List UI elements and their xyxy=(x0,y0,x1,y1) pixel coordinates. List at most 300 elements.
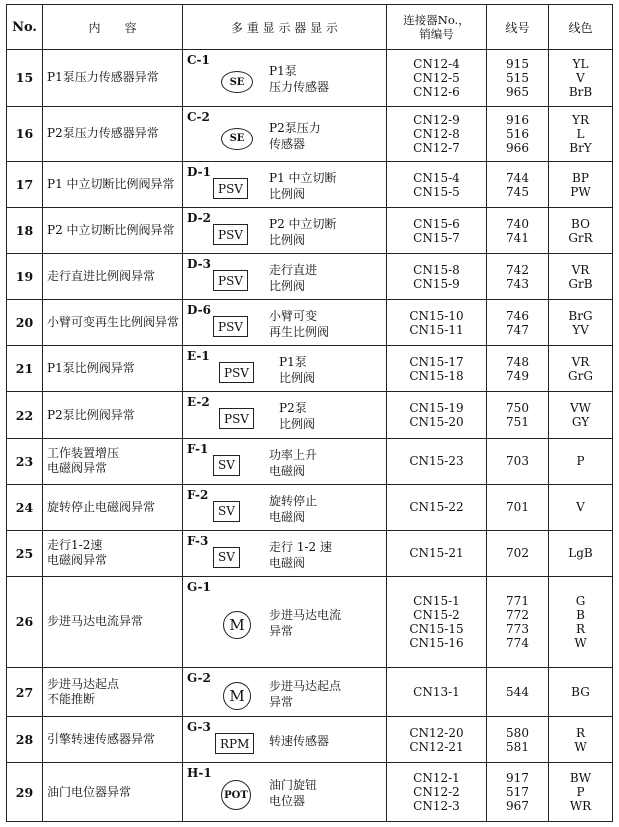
symbol-box-icon: PSV xyxy=(213,270,248,291)
header-row xyxy=(7,5,613,50)
sensor-se-icon: SE xyxy=(221,128,253,150)
display-code: F-3 xyxy=(187,533,209,548)
display-description xyxy=(269,120,321,152)
row-number: 17 xyxy=(7,162,43,208)
wire-number: 965 xyxy=(506,84,529,99)
color-cell xyxy=(549,254,613,300)
symbol-box-icon: SV xyxy=(213,501,240,522)
wire-number: 966 xyxy=(506,140,529,155)
table-row xyxy=(7,300,613,346)
connector-cell xyxy=(387,208,487,254)
content-line: 旋转停止电磁阀异常 xyxy=(47,499,156,514)
wire-number: 967 xyxy=(506,799,529,814)
wire-color: VR xyxy=(571,354,590,369)
symbol-box-icon: PSV xyxy=(219,408,254,429)
wire-cell xyxy=(487,438,549,484)
wire-cell xyxy=(487,667,549,716)
wire-color: VR xyxy=(571,262,590,277)
connector-pin: CN15-8 xyxy=(413,262,460,277)
wire-color: B xyxy=(576,607,585,622)
wire-cell xyxy=(487,300,549,346)
connector-pin: CN15-9 xyxy=(413,276,460,291)
wire-cell xyxy=(487,254,549,300)
color-cell xyxy=(549,763,613,822)
display-cell xyxy=(183,763,387,822)
description-line: 电位器 xyxy=(269,794,306,809)
description-line: P2泵 xyxy=(279,401,307,416)
table-row xyxy=(7,484,613,530)
header-color: 线色 xyxy=(549,5,613,50)
color-cell xyxy=(549,346,613,392)
connector-pin: CN15-23 xyxy=(409,454,464,469)
row-number: 20 xyxy=(7,300,43,346)
connector-pin: CN13-1 xyxy=(413,685,460,700)
table-row xyxy=(7,162,613,208)
wire-number: 748 xyxy=(506,354,529,369)
connector-pin: CN15-16 xyxy=(409,635,464,650)
connector-pin: CN12-4 xyxy=(413,56,460,71)
row-content xyxy=(43,484,183,530)
wire-color: BG xyxy=(571,685,590,700)
description-line: 比例阀 xyxy=(269,187,306,202)
table-row xyxy=(7,438,613,484)
content-line: 电磁阀异常 xyxy=(47,553,108,568)
wire-number: 750 xyxy=(506,401,529,415)
wire-color: BrY xyxy=(569,140,592,155)
row-content xyxy=(43,438,183,484)
description-line: 小臂可变 xyxy=(269,309,318,324)
connector-pin: CN12-9 xyxy=(413,112,460,127)
description-line: 比例阀 xyxy=(269,233,306,248)
display-cell xyxy=(183,162,387,208)
wire-number: 773 xyxy=(506,621,529,636)
display-cell xyxy=(183,106,387,162)
display-cell xyxy=(183,667,387,716)
wire-cell xyxy=(487,717,549,763)
wire-color: BO xyxy=(571,216,590,231)
wire-cell xyxy=(487,208,549,254)
content-line: 步进马达起点 xyxy=(47,677,120,692)
display-description xyxy=(269,308,329,340)
description-line: 电磁阀 xyxy=(269,509,306,524)
connector-pin: CN15-1 xyxy=(413,593,460,608)
wire-cell xyxy=(487,530,549,576)
description-line: 转速传感器 xyxy=(269,734,330,749)
wire-number: 742 xyxy=(506,262,529,277)
header-connector-line: 销编号 xyxy=(419,27,454,41)
description-line: 油门旋钮 xyxy=(269,778,318,793)
wire-number: 751 xyxy=(506,415,529,429)
connector-pin: CN15-10 xyxy=(409,308,464,323)
content-line: P1泵比例阀异常 xyxy=(47,361,135,376)
description-line: P2 中立切断 xyxy=(269,217,337,232)
color-cell xyxy=(549,530,613,576)
content-line: 步进马达电流异常 xyxy=(47,614,144,629)
display-code: H-1 xyxy=(187,766,212,781)
content-line: 小臂可变再生比例阀异常 xyxy=(47,315,180,330)
description-line: P1泵 xyxy=(279,355,307,370)
row-content xyxy=(43,208,183,254)
display-description xyxy=(269,777,317,809)
wire-number: 771 xyxy=(506,593,529,608)
wire-color: W xyxy=(574,739,587,754)
wire-number: 747 xyxy=(506,322,529,337)
display-code: E-2 xyxy=(187,395,210,410)
wire-color: GrG xyxy=(568,368,593,383)
connector-cell xyxy=(387,162,487,208)
row-number: 21 xyxy=(7,346,43,392)
wire-color: P xyxy=(576,454,585,469)
description-line: 传感器 xyxy=(269,136,306,151)
wire-number: 703 xyxy=(506,454,529,469)
display-code: D-6 xyxy=(187,303,211,318)
wire-cell xyxy=(487,50,549,107)
row-number: 26 xyxy=(7,576,43,667)
connector-cell xyxy=(387,763,487,822)
wire-color: YR xyxy=(572,112,589,127)
display-cell xyxy=(183,208,387,254)
wire-number: 701 xyxy=(506,500,529,515)
description-line: 步进马达起点 xyxy=(269,678,342,693)
row-content xyxy=(43,530,183,576)
color-cell xyxy=(549,392,613,438)
connector-pin: CN15-2 xyxy=(413,607,460,622)
content-line: 不能推断 xyxy=(47,692,96,707)
content-line: 油门电位器异常 xyxy=(47,784,132,799)
wire-number: 517 xyxy=(506,785,529,800)
description-line: P2泵压力 xyxy=(269,120,321,135)
wire-color: R xyxy=(575,621,586,636)
display-description xyxy=(279,354,315,386)
wire-color: P xyxy=(576,785,585,800)
display-code: D-2 xyxy=(187,211,211,226)
wire-number: 544 xyxy=(506,685,529,700)
row-number: 23 xyxy=(7,438,43,484)
potentiometer-icon: POT xyxy=(221,780,251,810)
display-description xyxy=(269,493,317,525)
connector-cell xyxy=(387,438,487,484)
wire-color: G xyxy=(575,593,586,608)
wire-number: 515 xyxy=(506,70,529,85)
header-content: 内 容 xyxy=(43,5,183,50)
description-line: 步进马达电流 xyxy=(269,607,342,622)
motor-m-icon: M xyxy=(223,682,251,710)
display-code: G-2 xyxy=(187,670,211,685)
symbol-box-icon: PSV xyxy=(213,316,248,337)
description-line: 比例阀 xyxy=(279,371,316,386)
wire-color: PW xyxy=(570,184,591,199)
wire-color: WR xyxy=(569,799,592,814)
wire-cell xyxy=(487,576,549,667)
wire-cell xyxy=(487,763,549,822)
display-code: F-2 xyxy=(187,487,209,502)
wire-number: 774 xyxy=(506,635,529,650)
row-content xyxy=(43,162,183,208)
display-code: G-3 xyxy=(187,720,211,735)
wire-cell xyxy=(487,392,549,438)
row-content xyxy=(43,254,183,300)
display-description xyxy=(269,607,341,639)
connector-cell xyxy=(387,254,487,300)
color-cell xyxy=(549,106,613,162)
wire-color: LgB xyxy=(568,546,593,561)
wire-number: 741 xyxy=(506,230,529,245)
row-number: 25 xyxy=(7,530,43,576)
color-cell xyxy=(549,484,613,530)
display-cell xyxy=(183,346,387,392)
color-cell xyxy=(549,300,613,346)
content-line: P2 中立切断比例阀异常 xyxy=(47,223,175,238)
description-line: 走行 1-2 速 xyxy=(269,539,332,554)
connector-pin: CN15-21 xyxy=(409,546,464,561)
row-number: 24 xyxy=(7,484,43,530)
connector-pin: CN15-17 xyxy=(409,354,464,369)
connector-cell xyxy=(387,530,487,576)
display-code: E-1 xyxy=(187,349,210,364)
connector-cell xyxy=(387,50,487,107)
row-number: 19 xyxy=(7,254,43,300)
wire-cell xyxy=(487,106,549,162)
content-line: P2泵比例阀异常 xyxy=(47,407,135,422)
wire-cell xyxy=(487,346,549,392)
row-content xyxy=(43,763,183,822)
display-description xyxy=(269,63,329,95)
fault-table xyxy=(6,4,613,822)
display-description xyxy=(269,678,341,710)
connector-cell xyxy=(387,300,487,346)
color-cell xyxy=(549,667,613,716)
connector-pin: CN15-5 xyxy=(413,184,460,199)
description-line: P1泵 xyxy=(269,64,297,78)
row-content xyxy=(43,667,183,716)
table-row xyxy=(7,50,613,107)
wire-number: 744 xyxy=(506,170,529,185)
row-number: 27 xyxy=(7,667,43,716)
connector-pin: CN12-7 xyxy=(413,140,460,155)
wire-color: GrR xyxy=(568,230,593,245)
symbol-box-icon: PSV xyxy=(213,178,248,199)
connector-cell xyxy=(387,717,487,763)
description-line: 旋转停止 xyxy=(269,493,318,508)
connector-pin: CN15-19 xyxy=(409,401,464,415)
document-page xyxy=(6,4,612,822)
header-connector xyxy=(387,5,487,50)
symbol-box-icon: SV xyxy=(213,547,240,568)
connector-cell xyxy=(387,484,487,530)
description-line: 异常 xyxy=(269,694,294,709)
display-cell xyxy=(183,530,387,576)
wire-color: VW xyxy=(570,401,591,415)
content-line: 电磁阀异常 xyxy=(47,461,108,476)
row-number: 18 xyxy=(7,208,43,254)
connector-pin: CN12-6 xyxy=(413,84,460,99)
wire-color: GrB xyxy=(568,276,593,291)
row-content xyxy=(43,392,183,438)
wire-number: 516 xyxy=(506,126,529,141)
display-description xyxy=(279,400,315,432)
display-description xyxy=(269,216,337,248)
wire-number: 740 xyxy=(506,216,529,231)
description-line: P1 中立切断 xyxy=(269,171,337,186)
display-cell xyxy=(183,484,387,530)
table-body xyxy=(7,50,613,822)
table-row xyxy=(7,392,613,438)
sensor-se-icon: SE xyxy=(221,71,253,93)
symbol-box-icon: PSV xyxy=(219,362,254,383)
description-line: 电磁阀 xyxy=(269,463,306,478)
display-cell xyxy=(183,438,387,484)
display-cell xyxy=(183,50,387,107)
wire-number: 772 xyxy=(506,607,529,622)
header-no: No. xyxy=(7,5,43,50)
wire-color: BP xyxy=(572,170,589,185)
display-code: D-3 xyxy=(187,257,211,272)
row-content xyxy=(43,346,183,392)
row-content xyxy=(43,106,183,162)
table-row xyxy=(7,106,613,162)
display-code: D-1 xyxy=(187,165,211,180)
connector-cell xyxy=(387,346,487,392)
table-row xyxy=(7,667,613,716)
wire-cell xyxy=(487,484,549,530)
connector-pin: CN12-2 xyxy=(413,785,460,800)
row-content xyxy=(43,576,183,667)
wire-color: R xyxy=(575,725,586,740)
connector-pin: CN12-5 xyxy=(413,70,460,85)
description-line: 电磁阀 xyxy=(269,555,306,570)
display-description xyxy=(269,539,332,571)
symbol-box-icon: SV xyxy=(213,455,240,476)
connector-pin: CN15-6 xyxy=(413,216,460,231)
color-cell xyxy=(549,438,613,484)
display-code: G-1 xyxy=(187,579,211,594)
wire-number: 916 xyxy=(506,112,529,127)
wire-color: BrB xyxy=(568,84,593,99)
symbol-box-icon: PSV xyxy=(213,224,248,245)
connector-pin: CN15-7 xyxy=(413,230,460,245)
connector-pin: CN15-15 xyxy=(409,621,464,636)
display-code: C-1 xyxy=(187,53,210,67)
wire-color: V xyxy=(576,70,585,85)
content-line: P1泵压力传感器异常 xyxy=(47,70,159,85)
description-line: 异常 xyxy=(269,623,294,638)
table-row xyxy=(7,576,613,667)
content-line: P2泵压力传感器异常 xyxy=(47,126,159,141)
connector-pin: CN15-4 xyxy=(413,170,460,185)
row-number: 16 xyxy=(7,106,43,162)
header-connector-text xyxy=(387,13,486,41)
connector-cell xyxy=(387,106,487,162)
table-row xyxy=(7,254,613,300)
display-code: F-1 xyxy=(187,441,209,456)
color-cell xyxy=(549,208,613,254)
row-content xyxy=(43,717,183,763)
description-line: 比例阀 xyxy=(269,279,306,294)
table-row xyxy=(7,346,613,392)
row-content xyxy=(43,50,183,107)
connector-pin: CN12-20 xyxy=(409,725,464,740)
wire-number: 915 xyxy=(506,56,529,71)
wire-color: L xyxy=(576,126,585,141)
display-cell xyxy=(183,576,387,667)
wire-number: 917 xyxy=(506,771,529,786)
description-line: 比例阀 xyxy=(279,417,316,432)
description-line: 压力传感器 xyxy=(269,80,330,94)
content-line: 工作装置增压 xyxy=(47,446,120,461)
display-description xyxy=(269,733,329,749)
description-line: 走行直进 xyxy=(269,263,318,278)
row-number: 29 xyxy=(7,763,43,822)
description-line: 再生比例阀 xyxy=(269,325,330,340)
wire-cell xyxy=(487,162,549,208)
row-number: 15 xyxy=(7,50,43,107)
table-row xyxy=(7,208,613,254)
display-code: C-2 xyxy=(187,109,210,124)
wire-number: 702 xyxy=(506,546,529,561)
table-row xyxy=(7,717,613,763)
display-cell xyxy=(183,300,387,346)
connector-cell xyxy=(387,392,487,438)
wire-color: BW xyxy=(569,771,592,786)
wire-number: 746 xyxy=(506,308,529,323)
wire-color: W xyxy=(574,635,587,650)
color-cell xyxy=(549,576,613,667)
row-number: 28 xyxy=(7,717,43,763)
color-cell xyxy=(549,717,613,763)
connector-cell xyxy=(387,576,487,667)
wire-number: 580 xyxy=(506,725,529,740)
display-description xyxy=(269,447,317,479)
table-row xyxy=(7,763,613,822)
display-cell xyxy=(183,254,387,300)
content-line: 走行直进比例阀异常 xyxy=(47,269,156,284)
connector-pin: CN15-18 xyxy=(409,368,464,383)
connector-pin: CN12-8 xyxy=(413,126,460,141)
table-row xyxy=(7,530,613,576)
symbol-box-icon: RPM xyxy=(215,733,254,754)
wire-color: YL xyxy=(572,56,589,71)
wire-color: YV xyxy=(572,322,589,337)
wire-number: 743 xyxy=(506,276,529,291)
color-cell xyxy=(549,50,613,107)
display-description xyxy=(269,262,317,294)
header-display: 多 重 显 示 器 显 示 xyxy=(183,5,387,50)
connector-pin: CN15-20 xyxy=(409,415,464,429)
wire-number: 749 xyxy=(506,368,529,383)
connector-pin: CN15-22 xyxy=(409,500,464,515)
connector-pin: CN12-21 xyxy=(409,739,464,754)
wire-number: 745 xyxy=(506,184,529,199)
row-content xyxy=(43,300,183,346)
wire-number: 581 xyxy=(506,739,529,754)
wire-color: GY xyxy=(571,415,590,429)
motor-m-icon: M xyxy=(223,611,251,639)
wire-color: V xyxy=(576,500,585,515)
content-line: 走行1-2速 xyxy=(47,538,103,553)
content-line: 引擎转速传感器异常 xyxy=(47,732,156,747)
connector-pin: CN15-11 xyxy=(409,322,464,337)
row-number: 22 xyxy=(7,392,43,438)
description-line: 功率上升 xyxy=(269,447,318,462)
color-cell xyxy=(549,162,613,208)
content-line: P1 中立切断比例阀异常 xyxy=(47,177,175,192)
connector-cell xyxy=(387,667,487,716)
header-connector-line: 连接器No.， xyxy=(403,13,470,27)
connector-pin: CN12-1 xyxy=(413,771,460,786)
display-cell xyxy=(183,717,387,763)
wire-color: BrG xyxy=(568,308,593,323)
connector-pin: CN12-3 xyxy=(413,799,460,814)
